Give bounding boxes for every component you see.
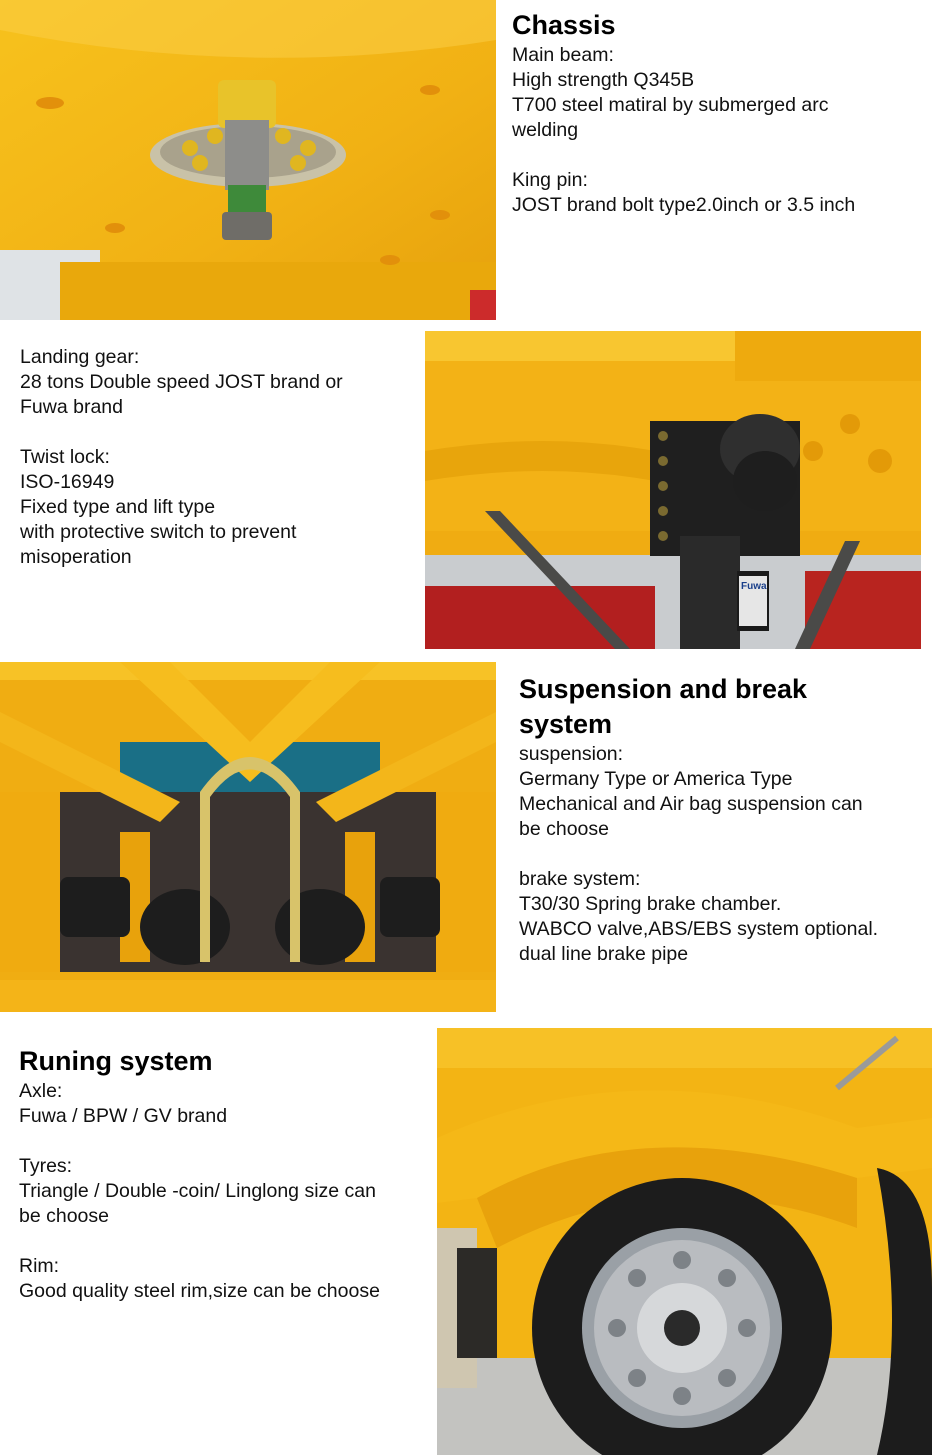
- landing-gear-brand-label: Fuwa: [741, 581, 767, 592]
- tyres-label: Tyres:: [19, 1155, 73, 1177]
- landing-gear-photo: [425, 331, 921, 649]
- suspension-spec-2: Mechanical and Air bag suspension can: [519, 793, 863, 815]
- running-system-description: [19, 1044, 380, 1304]
- landing-gear-spec-1: 28 tons Double speed JOST brand or: [20, 371, 343, 393]
- chassis-main-beam-label: Main beam:: [512, 44, 614, 66]
- landing-gear-label: Landing gear:: [20, 346, 140, 368]
- spacer: [19, 1129, 380, 1154]
- chassis-main-beam-spec-1: High strength Q345B: [512, 69, 695, 91]
- twist-lock-label: Twist lock:: [20, 446, 110, 468]
- twist-lock-spec-1: ISO-16949: [20, 471, 115, 493]
- chassis-main-beam-spec-2: T700 steel matiral by submerged arc: [512, 94, 829, 116]
- landing-gear-spec-2: Fuwa brand: [20, 396, 123, 418]
- wheel-photo: [437, 1028, 932, 1455]
- spacer: [512, 143, 855, 168]
- suspension-title-line-1: Suspension and break: [519, 674, 808, 704]
- brake-system-label: brake system:: [519, 868, 641, 890]
- tyres-spec-2: be choose: [19, 1205, 109, 1227]
- suspension-title-line-2: system: [519, 709, 613, 739]
- chassis-king-pin-label: King pin:: [512, 169, 588, 191]
- suspension-photo: [0, 662, 496, 1012]
- rim-label: Rim:: [19, 1255, 60, 1277]
- running-system-title: Runing system: [19, 1046, 213, 1076]
- landing-gear-description: [20, 345, 343, 570]
- chassis-main-beam-spec-3: welding: [512, 119, 579, 141]
- chassis-title: Chassis: [512, 10, 616, 40]
- twist-lock-spec-4: misoperation: [20, 546, 132, 568]
- king-pin-photo: [0, 0, 496, 320]
- chassis-king-pin-spec: JOST brand bolt type2.0inch or 3.5 inch: [512, 194, 856, 216]
- brake-system-spec-2: WABCO valve,ABS/EBS system optional.: [519, 918, 879, 940]
- brake-system-spec-1: T30/30 Spring brake chamber.: [519, 893, 782, 915]
- suspension-label: suspension:: [519, 743, 624, 765]
- rim-spec: Good quality steel rim,size can be choose: [19, 1280, 380, 1302]
- tyres-spec-1: Triangle / Double -coin/ Linglong size can: [19, 1180, 376, 1202]
- spacer: [519, 842, 878, 867]
- axle-label: Axle:: [19, 1080, 63, 1102]
- spacer: [19, 1229, 380, 1254]
- spacer: [20, 420, 343, 445]
- twist-lock-spec-3: with protective switch to prevent: [20, 521, 297, 543]
- brake-system-spec-3: dual line brake pipe: [519, 943, 689, 965]
- twist-lock-spec-2: Fixed type and lift type: [20, 496, 216, 518]
- chassis-description: [512, 8, 855, 218]
- axle-spec: Fuwa / BPW / GV brand: [19, 1105, 228, 1127]
- suspension-spec-3: be choose: [519, 818, 609, 840]
- suspension-spec-1: Germany Type or America Type: [519, 768, 793, 790]
- suspension-description: [519, 672, 878, 967]
